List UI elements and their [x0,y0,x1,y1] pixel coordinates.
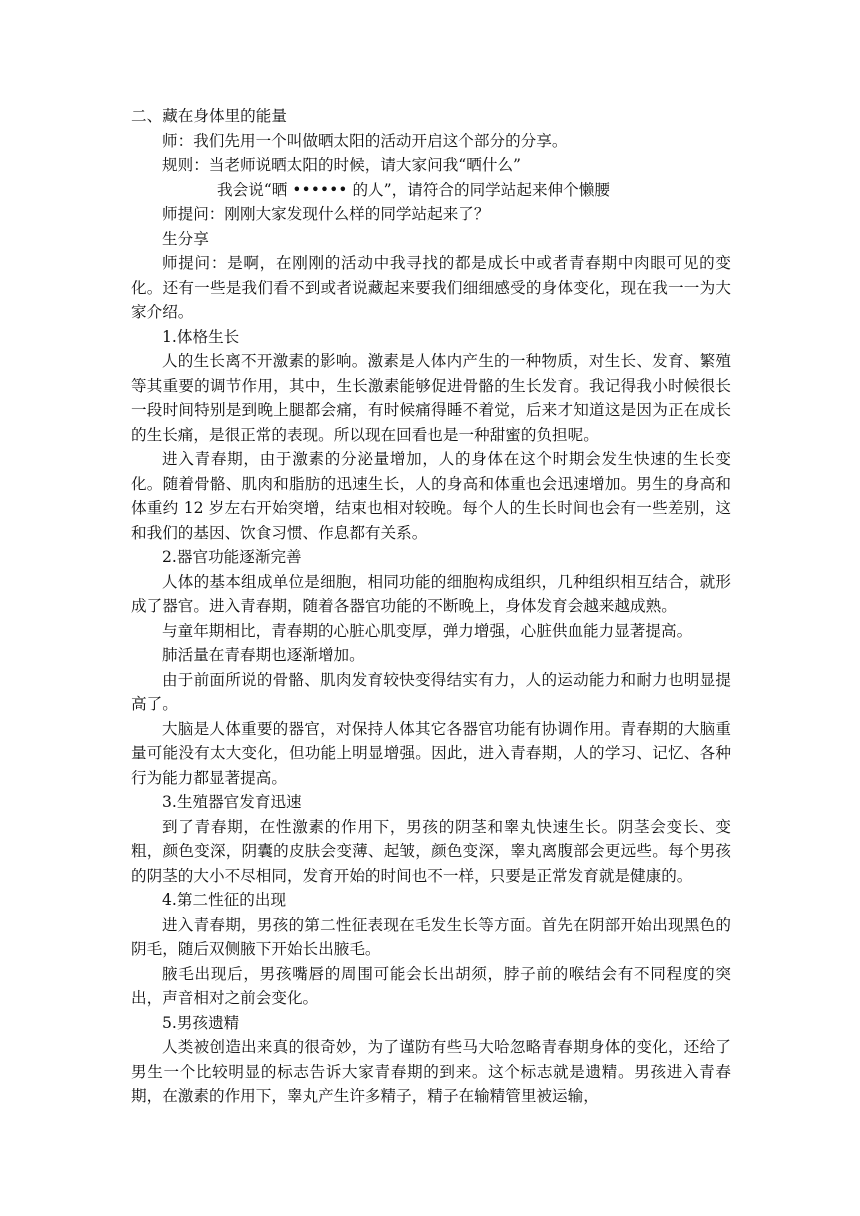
paragraph: 人类被创造出来真的很奇妙，为了谨防有些马大哈忽略青春期身体的变化，还给了男生一个比较明显的标志告诉大家青春期的到来。这个标志就是遗精。男孩进入青春期，在激素的作用下，睾丸产生许多精子，精子在输精管里被运输， [131,1038,731,1105]
rules-detail-line: 我会说“晒 •••••• 的人”，请符合的同学站起来伸个懒腰 [217,180,610,199]
paragraph: 人体的基本组成单位是细胞，相同功能的细胞构成组织，几种组织相互结合，就形成了器官。进入青春期，随着各器官功能的不断晚上，身体发育会越来越成熟。 [131,572,731,615]
document-body [131,104,731,1109]
paragraph: 进入青春期，男孩的第二性征表现在毛发生长等方面。首先在阴部开始出现黑色的阴毛，随后双侧腋下开始长出腋毛。 [131,915,731,958]
heading-organ-function: 2.器官功能逐渐完善 [162,548,302,566]
heading-reproductive-organs: 3.生殖器官发育迅速 [162,793,302,811]
student-share-line: 生分享 [162,229,209,248]
teacher-question-line: 师提问：刚刚大家发现什么样的同学站起来了？ [162,205,490,223]
teacher-intro-line: 师：我们先用一个叫做晒太阳的活动开启这个部分的分享。 [162,131,568,150]
heading-secondary-sex-traits: 4.第二性征的出现 [162,891,287,909]
paragraph: 到了青春期，在性激素的作用下，男孩的阴茎和睾丸快速生长。阴茎会变长、变粗，颜色变深，阴囊的皮肤会变薄、起皱，颜色变深，睾丸离腹部会更远些。每个男孩的阴茎的大小不尽相同，发育开始的时间也不一样，只要是正常发育就是健康的。 [131,817,731,885]
paragraph: 进入青春期，由于激素的分泌量增加，人的身体在这个时期会发生快速的生长变化。随着骨骼、肌肉和脂肪的迅速生长，人的身高和体重也会迅速增加。男生的身高和体重约 12 岁左右开始突增，结束也相对较晚。每个人的生长时间也会有一些差别，这和我们的基因、饮食习惯、作息都有关系。 [131,450,731,542]
paragraph: 大脑是人体重要的器官，对保持人体其它各器官功能有协调作用。青春期的大脑重量可能没有太大变化，但功能上明显增强。因此，进入青春期，人的学习、记忆、各种行为能力都显著提高。 [131,719,731,787]
heading-physical-growth: 1.体格生长 [162,327,240,346]
rules-line: 规则：当老师说晒太阳的时候，请大家问我“晒什么” [162,156,522,174]
section-title: 二、藏在身体里的能量 [131,107,287,125]
heading-nocturnal-emission: 5.男孩遗精 [162,1013,240,1032]
paragraph: 由于前面所说的骨骼、肌肉发育较快变得结实有力，人的运动能力和耐力也明显提高了。 [131,670,731,713]
paragraph: 肺活量在青春期也逐渐增加。 [162,646,365,664]
teacher-question-paragraph: 师提问：是啊，在刚刚的活动中我寻找的都是成长中或者青春期中肉眼可见的变化。还有一些是我们看不到或者说藏起来要我们细细感受的身体变化，现在我一一为大家介绍。 [131,254,731,321]
paragraph: 腋毛出现后，男孩嘴唇的周围可能会长出胡须，脖子前的喉结会有不同程度的突出，声音相对之前会变化。 [131,964,731,1007]
paragraph: 与童年期相比，青春期的心脏心肌变厚，弹力增强，心脏供血能力显著提高。 [162,621,693,640]
paragraph: 人的生长离不开激素的影响。激素是人体内产生的一种物质，对生长、发育、繁殖等其重要的调节作用，其中，生长激素能够促进骨骼的生长发育。我记得我小时候很长一段时间特别是到晚上腿都会痛，有时候痛得睡不着觉，后来才知道这是因为正在成长的生长痛，是很正常的表现。所以现在回看也是一种甜蜜的负担呢。 [131,352,731,444]
